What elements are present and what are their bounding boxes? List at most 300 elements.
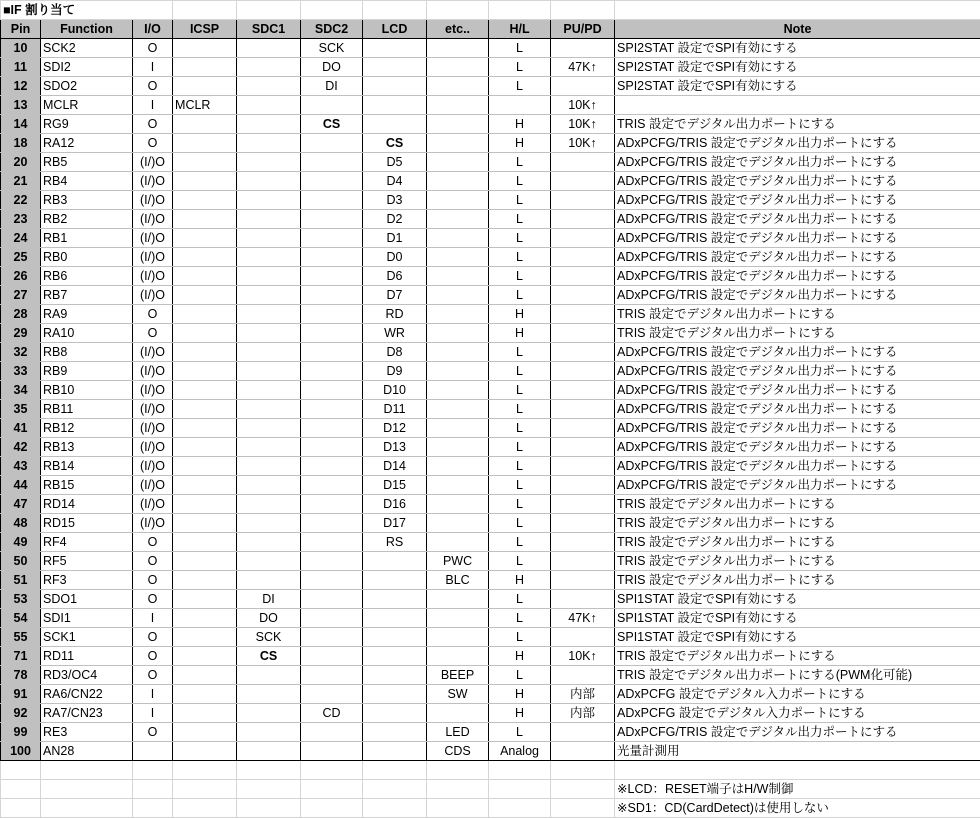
- cell-pin[interactable]: 20: [1, 153, 41, 172]
- cell-lcd[interactable]: [363, 685, 427, 704]
- cell-io[interactable]: I: [133, 685, 173, 704]
- cell-note[interactable]: ADxPCFG/TRIS 設定でデジタル出力ポートにする: [615, 172, 980, 191]
- cell-pupd[interactable]: 47K↑: [551, 609, 615, 628]
- cell-lcd[interactable]: WR: [363, 324, 427, 343]
- cell-icsp[interactable]: [173, 39, 237, 58]
- cell-etc[interactable]: [427, 438, 489, 457]
- cell-sdc2[interactable]: [301, 685, 363, 704]
- empty-cell[interactable]: [173, 780, 237, 799]
- cell-pupd[interactable]: [551, 305, 615, 324]
- cell-hl[interactable]: L: [489, 210, 551, 229]
- cell-sdc1[interactable]: [237, 343, 301, 362]
- cell-io[interactable]: [133, 742, 173, 761]
- cell-io[interactable]: (I/)O: [133, 153, 173, 172]
- empty-cell[interactable]: [41, 799, 133, 818]
- cell-function[interactable]: RD14: [41, 495, 133, 514]
- cell-pupd[interactable]: [551, 723, 615, 742]
- cell-function[interactable]: RB8: [41, 343, 133, 362]
- cell-hl[interactable]: L: [489, 381, 551, 400]
- cell-note[interactable]: TRIS 設定でデジタル出力ポートにする: [615, 115, 980, 134]
- cell-io[interactable]: O: [133, 533, 173, 552]
- cell-icsp[interactable]: [173, 495, 237, 514]
- cell-pin[interactable]: 49: [1, 533, 41, 552]
- cell-pupd[interactable]: 10K↑: [551, 96, 615, 115]
- empty-cell[interactable]: [237, 799, 301, 818]
- cell-note[interactable]: ADxPCFG/TRIS 設定でデジタル出力ポートにする: [615, 248, 980, 267]
- cell-note[interactable]: TRIS 設定でデジタル出力ポートにする: [615, 495, 980, 514]
- cell-etc[interactable]: [427, 248, 489, 267]
- cell-pupd[interactable]: [551, 381, 615, 400]
- cell-pin[interactable]: 18: [1, 134, 41, 153]
- footnote[interactable]: ※SD1：CD(CardDetect)は使用しない: [615, 799, 980, 818]
- cell-icsp[interactable]: [173, 210, 237, 229]
- empty-cell[interactable]: [551, 780, 615, 799]
- cell-hl[interactable]: L: [489, 286, 551, 305]
- cell-etc[interactable]: [427, 77, 489, 96]
- cell-sdc1[interactable]: [237, 39, 301, 58]
- cell-icsp[interactable]: [173, 286, 237, 305]
- empty-cell[interactable]: [615, 761, 980, 780]
- cell-io[interactable]: O: [133, 305, 173, 324]
- cell-sdc1[interactable]: [237, 248, 301, 267]
- cell-pin[interactable]: 26: [1, 267, 41, 286]
- cell-lcd[interactable]: [363, 39, 427, 58]
- cell-pin[interactable]: 29: [1, 324, 41, 343]
- cell-lcd[interactable]: D3: [363, 191, 427, 210]
- cell-pin[interactable]: 50: [1, 552, 41, 571]
- cell-sdc2[interactable]: [301, 172, 363, 191]
- cell-sdc2[interactable]: [301, 324, 363, 343]
- cell-pin[interactable]: 35: [1, 400, 41, 419]
- cell-etc[interactable]: [427, 381, 489, 400]
- empty-cell[interactable]: [133, 799, 173, 818]
- empty-cell[interactable]: [427, 1, 489, 20]
- cell-pin[interactable]: 13: [1, 96, 41, 115]
- cell-pupd[interactable]: [551, 628, 615, 647]
- cell-sdc1[interactable]: [237, 457, 301, 476]
- cell-io[interactable]: O: [133, 666, 173, 685]
- cell-etc[interactable]: [427, 628, 489, 647]
- cell-function[interactable]: RB13: [41, 438, 133, 457]
- cell-pupd[interactable]: 内部: [551, 685, 615, 704]
- cell-hl[interactable]: L: [489, 39, 551, 58]
- cell-icsp[interactable]: [173, 362, 237, 381]
- cell-sdc1[interactable]: [237, 305, 301, 324]
- cell-etc[interactable]: [427, 495, 489, 514]
- cell-pupd[interactable]: [551, 666, 615, 685]
- cell-note[interactable]: ADxPCFG/TRIS 設定でデジタル出力ポートにする: [615, 191, 980, 210]
- cell-lcd[interactable]: D15: [363, 476, 427, 495]
- cell-pupd[interactable]: 47K↑: [551, 58, 615, 77]
- cell-pin[interactable]: 55: [1, 628, 41, 647]
- cell-note[interactable]: ADxPCFG/TRIS 設定でデジタル出力ポートにする: [615, 210, 980, 229]
- cell-function[interactable]: SCK1: [41, 628, 133, 647]
- cell-etc[interactable]: [427, 58, 489, 77]
- cell-pin[interactable]: 21: [1, 172, 41, 191]
- cell-function[interactable]: RB12: [41, 419, 133, 438]
- cell-pin[interactable]: 14: [1, 115, 41, 134]
- cell-io[interactable]: (I/)O: [133, 381, 173, 400]
- cell-sdc1[interactable]: [237, 77, 301, 96]
- cell-sdc1[interactable]: [237, 210, 301, 229]
- cell-lcd[interactable]: D11: [363, 400, 427, 419]
- cell-hl[interactable]: L: [489, 172, 551, 191]
- cell-sdc2[interactable]: [301, 723, 363, 742]
- cell-lcd[interactable]: [363, 628, 427, 647]
- cell-pupd[interactable]: [551, 229, 615, 248]
- header-sdc1[interactable]: SDC1: [237, 20, 301, 39]
- cell-sdc2[interactable]: [301, 476, 363, 495]
- cell-sdc2[interactable]: [301, 742, 363, 761]
- empty-cell[interactable]: [237, 1, 301, 20]
- cell-function[interactable]: RB7: [41, 286, 133, 305]
- cell-io[interactable]: I: [133, 58, 173, 77]
- cell-sdc1[interactable]: [237, 362, 301, 381]
- cell-pin[interactable]: 78: [1, 666, 41, 685]
- cell-sdc2[interactable]: [301, 229, 363, 248]
- cell-pupd[interactable]: [551, 571, 615, 590]
- cell-function[interactable]: RB11: [41, 400, 133, 419]
- cell-sdc1[interactable]: [237, 191, 301, 210]
- cell-sdc1[interactable]: [237, 381, 301, 400]
- cell-etc[interactable]: [427, 39, 489, 58]
- header-lcd[interactable]: LCD: [363, 20, 427, 39]
- cell-hl[interactable]: H: [489, 324, 551, 343]
- cell-etc[interactable]: [427, 533, 489, 552]
- empty-cell[interactable]: [551, 761, 615, 780]
- cell-function[interactable]: SDI2: [41, 58, 133, 77]
- cell-hl[interactable]: H: [489, 647, 551, 666]
- cell-icsp[interactable]: [173, 552, 237, 571]
- cell-note[interactable]: ADxPCFG/TRIS 設定でデジタル出力ポートにする: [615, 134, 980, 153]
- cell-pupd[interactable]: [551, 210, 615, 229]
- cell-io[interactable]: O: [133, 590, 173, 609]
- cell-pin[interactable]: 47: [1, 495, 41, 514]
- cell-lcd[interactable]: D12: [363, 419, 427, 438]
- header-etc[interactable]: etc..: [427, 20, 489, 39]
- cell-pupd[interactable]: [551, 533, 615, 552]
- cell-pupd[interactable]: [551, 590, 615, 609]
- cell-etc[interactable]: PWC: [427, 552, 489, 571]
- cell-function[interactable]: RB0: [41, 248, 133, 267]
- cell-pin[interactable]: 22: [1, 191, 41, 210]
- cell-hl[interactable]: L: [489, 476, 551, 495]
- cell-note[interactable]: ADxPCFG/TRIS 設定でデジタル出力ポートにする: [615, 400, 980, 419]
- cell-sdc2[interactable]: [301, 457, 363, 476]
- cell-io[interactable]: I: [133, 609, 173, 628]
- cell-sdc1[interactable]: [237, 533, 301, 552]
- cell-function[interactable]: RB14: [41, 457, 133, 476]
- cell-sdc2[interactable]: [301, 438, 363, 457]
- cell-lcd[interactable]: [363, 115, 427, 134]
- cell-etc[interactable]: BLC: [427, 571, 489, 590]
- cell-hl[interactable]: L: [489, 362, 551, 381]
- cell-sdc1[interactable]: [237, 514, 301, 533]
- cell-lcd[interactable]: D5: [363, 153, 427, 172]
- cell-hl[interactable]: H: [489, 115, 551, 134]
- empty-cell[interactable]: [615, 1, 980, 20]
- cell-pupd[interactable]: 10K↑: [551, 115, 615, 134]
- cell-note[interactable]: ADxPCFG 設定でデジタル入力ポートにする: [615, 704, 980, 723]
- cell-icsp[interactable]: [173, 172, 237, 191]
- cell-pin[interactable]: 71: [1, 647, 41, 666]
- empty-cell[interactable]: [427, 761, 489, 780]
- cell-sdc1[interactable]: [237, 552, 301, 571]
- cell-io[interactable]: (I/)O: [133, 191, 173, 210]
- cell-note[interactable]: [615, 96, 980, 115]
- cell-etc[interactable]: [427, 210, 489, 229]
- cell-sdc2[interactable]: [301, 248, 363, 267]
- cell-lcd[interactable]: D6: [363, 267, 427, 286]
- cell-pupd[interactable]: [551, 419, 615, 438]
- cell-pupd[interactable]: [551, 343, 615, 362]
- empty-cell[interactable]: [1, 799, 41, 818]
- cell-io[interactable]: (I/)O: [133, 514, 173, 533]
- cell-sdc1[interactable]: [237, 115, 301, 134]
- cell-etc[interactable]: LED: [427, 723, 489, 742]
- cell-io[interactable]: (I/)O: [133, 172, 173, 191]
- cell-pin[interactable]: 92: [1, 704, 41, 723]
- cell-etc[interactable]: [427, 153, 489, 172]
- cell-pupd[interactable]: [551, 172, 615, 191]
- cell-sdc2[interactable]: [301, 533, 363, 552]
- cell-io[interactable]: (I/)O: [133, 248, 173, 267]
- cell-lcd[interactable]: CS: [363, 134, 427, 153]
- cell-function[interactable]: RF4: [41, 533, 133, 552]
- cell-etc[interactable]: [427, 514, 489, 533]
- cell-function[interactable]: RB15: [41, 476, 133, 495]
- header-sdc2[interactable]: SDC2: [301, 20, 363, 39]
- cell-hl[interactable]: L: [489, 77, 551, 96]
- cell-hl[interactable]: L: [489, 153, 551, 172]
- cell-lcd[interactable]: D1: [363, 229, 427, 248]
- cell-lcd[interactable]: [363, 96, 427, 115]
- cell-note[interactable]: ADxPCFG/TRIS 設定でデジタル出力ポートにする: [615, 153, 980, 172]
- cell-etc[interactable]: [427, 115, 489, 134]
- cell-sdc1[interactable]: [237, 685, 301, 704]
- cell-sdc2[interactable]: [301, 134, 363, 153]
- cell-lcd[interactable]: D16: [363, 495, 427, 514]
- cell-etc[interactable]: BEEP: [427, 666, 489, 685]
- cell-hl[interactable]: L: [489, 267, 551, 286]
- cell-sdc2[interactable]: [301, 514, 363, 533]
- cell-icsp[interactable]: [173, 400, 237, 419]
- cell-icsp[interactable]: [173, 457, 237, 476]
- cell-lcd[interactable]: RS: [363, 533, 427, 552]
- cell-lcd[interactable]: D0: [363, 248, 427, 267]
- cell-lcd[interactable]: D7: [363, 286, 427, 305]
- cell-sdc1[interactable]: [237, 704, 301, 723]
- cell-pin[interactable]: 54: [1, 609, 41, 628]
- footnote[interactable]: ※LCD：RESET端子はH/W制御: [615, 780, 980, 799]
- cell-hl[interactable]: L: [489, 514, 551, 533]
- cell-sdc1[interactable]: DI: [237, 590, 301, 609]
- empty-cell[interactable]: [551, 799, 615, 818]
- cell-sdc2[interactable]: [301, 210, 363, 229]
- cell-lcd[interactable]: [363, 571, 427, 590]
- cell-hl[interactable]: L: [489, 248, 551, 267]
- cell-icsp[interactable]: [173, 381, 237, 400]
- cell-pin[interactable]: 42: [1, 438, 41, 457]
- cell-note[interactable]: ADxPCFG/TRIS 設定でデジタル出力ポートにする: [615, 723, 980, 742]
- cell-etc[interactable]: [427, 400, 489, 419]
- cell-icsp[interactable]: [173, 514, 237, 533]
- cell-note[interactable]: SPI2STAT 設定でSPI有効にする: [615, 39, 980, 58]
- cell-pupd[interactable]: [551, 248, 615, 267]
- cell-lcd[interactable]: [363, 704, 427, 723]
- cell-lcd[interactable]: D17: [363, 514, 427, 533]
- cell-note[interactable]: SPI2STAT 設定でSPI有効にする: [615, 58, 980, 77]
- cell-pin[interactable]: 44: [1, 476, 41, 495]
- cell-note[interactable]: ADxPCFG/TRIS 設定でデジタル出力ポートにする: [615, 267, 980, 286]
- cell-pupd[interactable]: [551, 514, 615, 533]
- cell-sdc1[interactable]: [237, 229, 301, 248]
- empty-cell[interactable]: [363, 761, 427, 780]
- cell-pupd[interactable]: [551, 457, 615, 476]
- cell-sdc2[interactable]: [301, 552, 363, 571]
- cell-etc[interactable]: SW: [427, 685, 489, 704]
- cell-note[interactable]: ADxPCFG/TRIS 設定でデジタル出力ポートにする: [615, 476, 980, 495]
- cell-etc[interactable]: [427, 476, 489, 495]
- cell-io[interactable]: O: [133, 324, 173, 343]
- cell-sdc1[interactable]: [237, 571, 301, 590]
- cell-pin[interactable]: 27: [1, 286, 41, 305]
- cell-icsp[interactable]: [173, 476, 237, 495]
- cell-pin[interactable]: 24: [1, 229, 41, 248]
- cell-io[interactable]: O: [133, 77, 173, 96]
- empty-cell[interactable]: [363, 1, 427, 20]
- cell-io[interactable]: (I/)O: [133, 286, 173, 305]
- cell-note[interactable]: ADxPCFG/TRIS 設定でデジタル出力ポートにする: [615, 419, 980, 438]
- cell-sdc2[interactable]: [301, 381, 363, 400]
- empty-cell[interactable]: [133, 780, 173, 799]
- cell-hl[interactable]: H: [489, 685, 551, 704]
- cell-note[interactable]: ADxPCFG/TRIS 設定でデジタル出力ポートにする: [615, 229, 980, 248]
- cell-sdc2[interactable]: [301, 666, 363, 685]
- cell-hl[interactable]: L: [489, 552, 551, 571]
- cell-icsp[interactable]: [173, 647, 237, 666]
- cell-icsp[interactable]: [173, 115, 237, 134]
- cell-hl[interactable]: [489, 96, 551, 115]
- cell-io[interactable]: (I/)O: [133, 495, 173, 514]
- cell-sdc2[interactable]: CS: [301, 115, 363, 134]
- cell-icsp[interactable]: [173, 77, 237, 96]
- cell-io[interactable]: (I/)O: [133, 457, 173, 476]
- cell-icsp[interactable]: [173, 58, 237, 77]
- cell-function[interactable]: SCK2: [41, 39, 133, 58]
- cell-icsp[interactable]: [173, 742, 237, 761]
- cell-io[interactable]: O: [133, 39, 173, 58]
- cell-pupd[interactable]: [551, 742, 615, 761]
- cell-lcd[interactable]: [363, 590, 427, 609]
- cell-note[interactable]: TRIS 設定でデジタル出力ポートにする: [615, 305, 980, 324]
- empty-cell[interactable]: [363, 799, 427, 818]
- cell-icsp[interactable]: [173, 609, 237, 628]
- cell-icsp[interactable]: [173, 571, 237, 590]
- empty-cell[interactable]: [173, 799, 237, 818]
- cell-pupd[interactable]: 内部: [551, 704, 615, 723]
- cell-pupd[interactable]: 10K↑: [551, 134, 615, 153]
- empty-cell[interactable]: [1, 761, 41, 780]
- cell-pin[interactable]: 10: [1, 39, 41, 58]
- cell-hl[interactable]: H: [489, 305, 551, 324]
- cell-pupd[interactable]: [551, 77, 615, 96]
- cell-note[interactable]: ADxPCFG/TRIS 設定でデジタル出力ポートにする: [615, 381, 980, 400]
- cell-pin[interactable]: 25: [1, 248, 41, 267]
- cell-note[interactable]: SPI2STAT 設定でSPI有効にする: [615, 77, 980, 96]
- empty-cell[interactable]: [237, 761, 301, 780]
- cell-sdc1[interactable]: [237, 58, 301, 77]
- cell-sdc2[interactable]: [301, 647, 363, 666]
- cell-icsp[interactable]: [173, 153, 237, 172]
- cell-sdc1[interactable]: [237, 419, 301, 438]
- cell-sdc2[interactable]: [301, 628, 363, 647]
- empty-cell[interactable]: [301, 780, 363, 799]
- cell-function[interactable]: RA9: [41, 305, 133, 324]
- cell-io[interactable]: O: [133, 571, 173, 590]
- empty-cell[interactable]: [301, 1, 363, 20]
- cell-sdc1[interactable]: SCK: [237, 628, 301, 647]
- cell-io[interactable]: I: [133, 96, 173, 115]
- empty-cell[interactable]: [489, 1, 551, 20]
- cell-io[interactable]: (I/)O: [133, 400, 173, 419]
- cell-io[interactable]: O: [133, 647, 173, 666]
- cell-etc[interactable]: [427, 647, 489, 666]
- cell-pupd[interactable]: [551, 438, 615, 457]
- cell-hl[interactable]: L: [489, 609, 551, 628]
- cell-hl[interactable]: L: [489, 628, 551, 647]
- cell-note[interactable]: TRIS 設定でデジタル出力ポートにする: [615, 324, 980, 343]
- cell-icsp[interactable]: [173, 248, 237, 267]
- cell-pupd[interactable]: [551, 495, 615, 514]
- cell-io[interactable]: O: [133, 115, 173, 134]
- cell-lcd[interactable]: D2: [363, 210, 427, 229]
- cell-pupd[interactable]: [551, 324, 615, 343]
- cell-pin[interactable]: 32: [1, 343, 41, 362]
- cell-etc[interactable]: [427, 286, 489, 305]
- cell-sdc2[interactable]: [301, 571, 363, 590]
- cell-hl[interactable]: L: [489, 343, 551, 362]
- empty-cell[interactable]: [237, 780, 301, 799]
- header-icsp[interactable]: ICSP: [173, 20, 237, 39]
- cell-function[interactable]: RF5: [41, 552, 133, 571]
- empty-cell[interactable]: [489, 780, 551, 799]
- cell-sdc1[interactable]: [237, 438, 301, 457]
- cell-function[interactable]: RB4: [41, 172, 133, 191]
- cell-pin[interactable]: 11: [1, 58, 41, 77]
- cell-note[interactable]: SPI1STAT 設定でSPI有効にする: [615, 609, 980, 628]
- cell-etc[interactable]: [427, 134, 489, 153]
- cell-hl[interactable]: L: [489, 58, 551, 77]
- cell-hl[interactable]: L: [489, 438, 551, 457]
- cell-icsp[interactable]: MCLR: [173, 96, 237, 115]
- cell-note[interactable]: ADxPCFG/TRIS 設定でデジタル出力ポートにする: [615, 343, 980, 362]
- cell-io[interactable]: (I/)O: [133, 476, 173, 495]
- cell-lcd[interactable]: [363, 647, 427, 666]
- cell-hl[interactable]: L: [489, 533, 551, 552]
- cell-function[interactable]: SDI1: [41, 609, 133, 628]
- empty-cell[interactable]: [173, 761, 237, 780]
- cell-note[interactable]: ADxPCFG/TRIS 設定でデジタル出力ポートにする: [615, 362, 980, 381]
- header-hl[interactable]: H/L: [489, 20, 551, 39]
- cell-io[interactable]: (I/)O: [133, 210, 173, 229]
- cell-icsp[interactable]: [173, 267, 237, 286]
- cell-io[interactable]: O: [133, 628, 173, 647]
- cell-pupd[interactable]: [551, 191, 615, 210]
- cell-etc[interactable]: [427, 590, 489, 609]
- cell-sdc2[interactable]: [301, 191, 363, 210]
- empty-cell[interactable]: [133, 761, 173, 780]
